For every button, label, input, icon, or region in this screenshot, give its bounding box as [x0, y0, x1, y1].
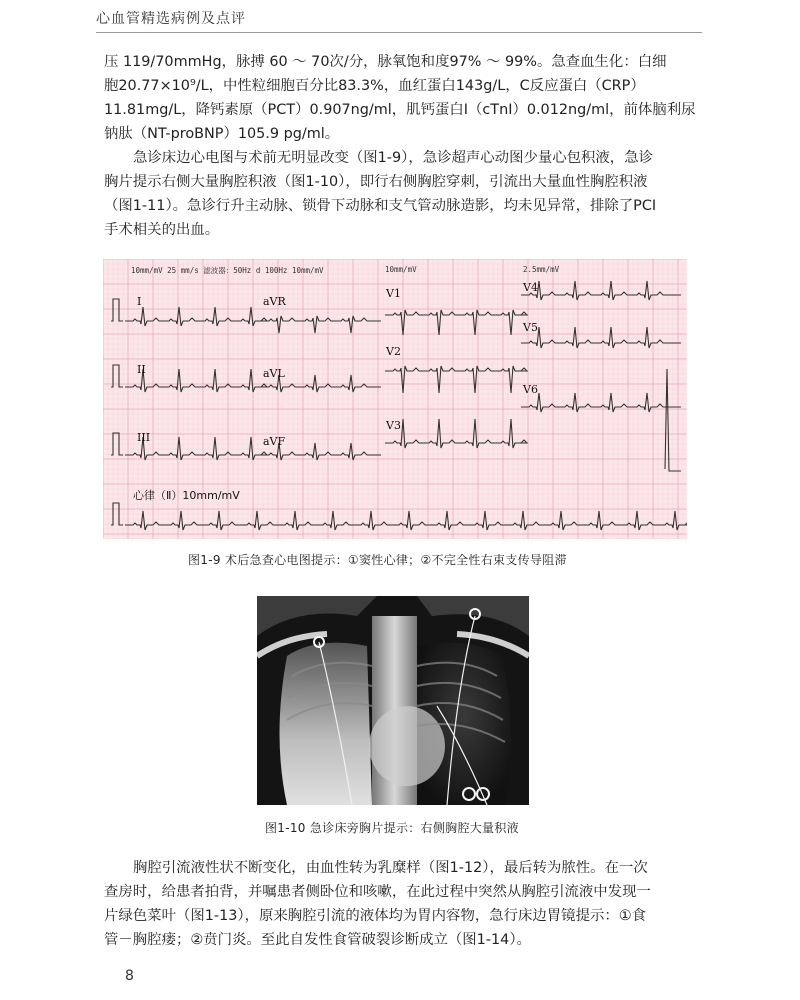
text-line: 压 119/70mmHg，脉搏 60 ～ 70次/分，脉氧饱和度97% ～ 99%。急查血生化：白细 — [104, 54, 667, 70]
text-line: 胞20.77×10⁹/L，中性粒细胞百分比83.3%，血红蛋白143g/L，C反应蛋白（CRP） — [104, 78, 645, 94]
chest-xray-drawing — [257, 596, 529, 805]
ecg-figure — [103, 259, 687, 539]
lead-label-v5: V5 — [523, 321, 538, 334]
lead-label-avr: aVR — [263, 295, 286, 308]
text-line: 11.81mg/L，降钙素原（PCT）0.907ng/ml，肌钙蛋白I（cTnI）0.012ng/ml，前体脑利尿 — [104, 102, 696, 118]
lead-label-v4: V4 — [523, 281, 538, 294]
text-line: 钠肽（NT-proBNP）105.9 pg/ml。 — [104, 126, 340, 142]
ecg-lead-trace — [125, 307, 267, 326]
text-line: 急诊床边心电图与术前无明显改变（图1-9），急诊超声心动图少量心包积液，急诊 — [133, 150, 653, 166]
running-header: 心血管精选病例及点评 — [96, 11, 246, 27]
ecg-lead-trace — [385, 419, 527, 448]
lead-label-v2: V2 — [386, 345, 401, 358]
lead-label-i: I — [137, 295, 142, 308]
chest-xray-image — [257, 596, 529, 805]
figure-caption-xray: 图1-10 急诊床旁胸片提示：右侧胸腔大量积液 — [265, 821, 519, 835]
paragraph-drainage-findings — [104, 856, 690, 952]
lead-label-v3: V3 — [386, 419, 401, 432]
page-number: 8 — [125, 968, 134, 984]
lead-label-avl: aVL — [263, 367, 285, 380]
text-line: 胸片提示右侧大量胸腔积液（图1-10），即行右侧胸腔穿刺，引流出大量血性胸腔积液 — [104, 174, 648, 190]
calibration-pulse — [111, 299, 123, 321]
text-line: （图1-11）。急诊行升主动脉、锁骨下动脉和支气管动脉造影，均未见异常，排除了PCI — [104, 198, 657, 214]
ecg-settings-text: 10mm/mV 25 mm/s 滤波器：50Hz d 100Hz 10mm/mV — [131, 266, 324, 275]
header-divider — [96, 32, 702, 33]
lead-label-ii: II — [137, 363, 146, 376]
text-line: 胸腔引流液性状不断变化，由血性转为乳糜样（图1-12），最后转为脓性。在一次 — [133, 860, 648, 876]
text-line: 管－胸腔瘘；②贲门炎。至此自发性食管破裂诊断成立（图1-14）。 — [104, 932, 531, 948]
text-line: 片绿色菜叶（图1-13），原来胸腔引流的液体均为胃内容物，急行床边胃镜提示：①食 — [104, 908, 647, 924]
figure-caption-ecg: 图1-9 术后急查心电图提示：①窦性心律；②不完全性右束支传导阻滞 — [188, 553, 567, 567]
paragraph-emergency-workup — [104, 146, 690, 242]
ecg-lead-trace — [125, 369, 267, 392]
ecg-lead-trace — [521, 327, 681, 348]
text-line: 手术相关的出血。 — [104, 222, 220, 238]
ecg-gain-text-v: 2.5mm/mV — [523, 265, 560, 274]
lead-label-rhythm: 心律（Ⅱ）10mm/mV — [133, 489, 240, 502]
paragraph-lab-results — [104, 50, 696, 146]
lead-label-avf: aVF — [263, 435, 286, 448]
lead-label-iii: III — [137, 431, 151, 444]
lead-label-v6: V6 — [523, 383, 538, 396]
lead-label-v1: V1 — [386, 287, 401, 300]
ecg-gain-text: 10mm/mV — [385, 265, 417, 274]
text-line: 查房时，给患者拍背，并嘱患者侧卧位和咳嗽，在此过程中突然从胸腔引流液中发现一 — [104, 884, 651, 900]
